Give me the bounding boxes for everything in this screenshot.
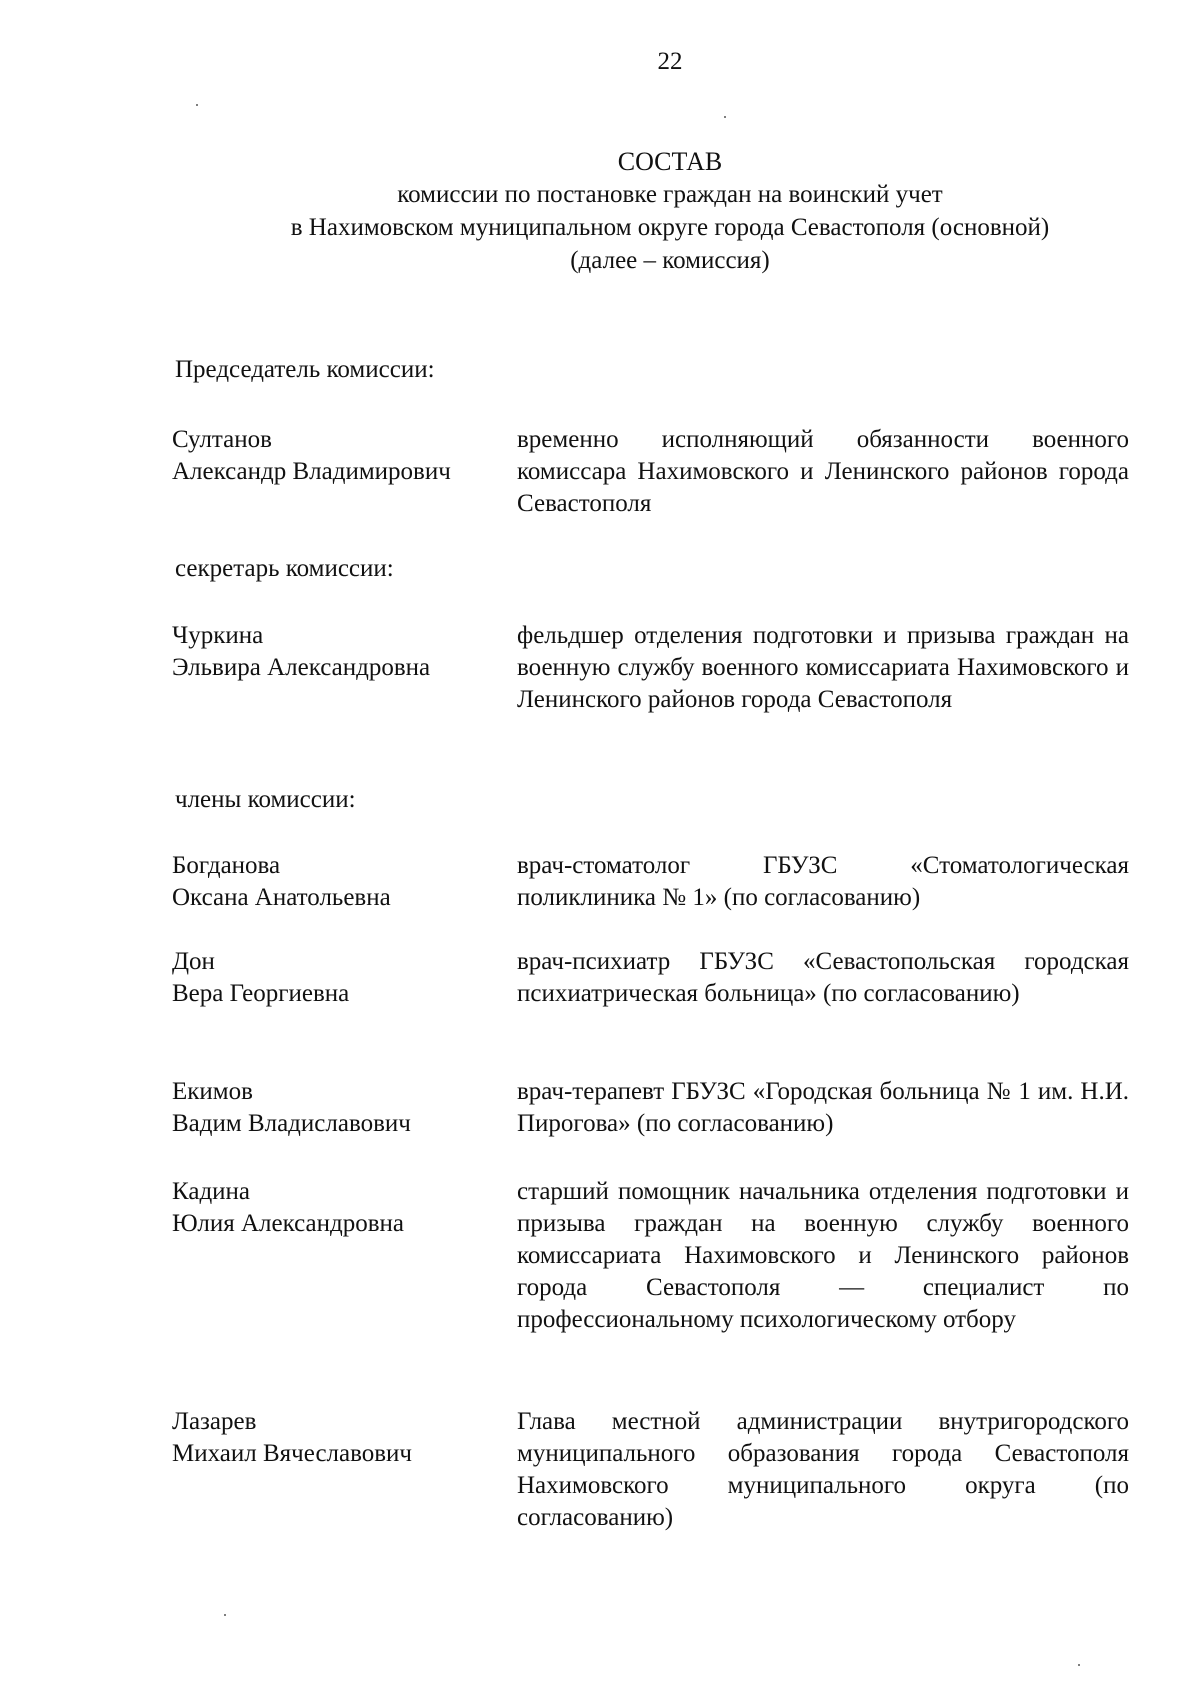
member-role: врач-стоматолог ГБУЗС «Стоматологическая поликлиника № 1» (по согласованию) [517,852,1129,911]
member-role: Глава местной администрации внутригородского муниципального образования города Севастополя Нахимовского муниципального округа (по согласованию) [517,1408,1129,1531]
member-name [172,1406,517,1534]
member-entry-secretary [172,620,1132,716]
member-name [172,850,517,914]
title-line-3: в Нахимовском муниципальном округе города Севастополя (основной) [290,214,1050,241]
member-given-name: Михаил Вячеславович [172,1440,413,1467]
member-surname: Чуркина [172,622,264,649]
chair-section-label: Председатель комиссии: [175,356,435,383]
scan-speck [1078,1664,1080,1666]
member-entry [172,1406,1132,1534]
member-given-name: Эльвира Александровна [172,654,431,681]
member-entry-chair [172,424,1132,520]
member-given-name: Вера Георгиевна [172,980,350,1007]
member-surname: Кадина [172,1178,251,1205]
member-name [172,1076,517,1140]
member-given-name: Юлия Александровна [172,1210,404,1237]
member-surname: Дон [172,948,215,975]
member-entry [172,1076,1132,1140]
member-role: фельдшер отделения подготовки и призыва граждан на военную службу военного комиссариата Нахимовского и Ленинского районов города Севастополя [517,622,1129,713]
member-role: врач-терапевт ГБУЗС «Городская больница № 1 им. Н.И. Пирогова» (по согласованию) [517,1078,1129,1137]
member-role: старший помощник начальника отделения подготовки и призыва граждан на военную службу военного комиссариата Нахимовского и Ленинского районов города Севастополя — специалист по профессиональному психологическому отбору [517,1178,1129,1333]
title-line-2: комиссии по постановке граждан на воинский учет [397,181,943,208]
member-given-name: Александр Владимирович [172,458,451,485]
document-title [0,145,1200,277]
member-surname: Екимов [172,1078,253,1105]
member-name [172,620,517,716]
members-section-label: члены комиссии: [175,786,356,813]
title-line-4: (далее – комиссия) [570,247,770,274]
member-name [172,424,517,520]
member-entry [172,946,1132,1010]
member-role: временно исполняющий обязанности военного комиссара Нахимовского и Ленинского районов города Севастополя [517,426,1129,517]
member-entry [172,850,1132,914]
member-role: врач-психиатр ГБУЗС «Севастопольская городская психиатрическая больница» (по согласованию) [517,948,1129,1007]
member-given-name: Вадим Владиславович [172,1110,411,1137]
secretary-section-label: секретарь комиссии: [175,555,394,582]
member-surname: Богданова [172,852,281,879]
title-line-1: СОСТАВ [617,147,723,176]
member-name [172,1176,517,1336]
page-number: 22 [657,48,683,75]
member-surname: Султанов [172,426,272,453]
scan-speck [196,104,198,106]
scan-speck [224,1614,226,1616]
member-surname: Лазарев [172,1408,257,1435]
member-given-name: Оксана Анатольевна [172,884,391,911]
scan-speck [724,116,726,118]
member-name [172,946,517,1010]
member-entry [172,1176,1132,1336]
